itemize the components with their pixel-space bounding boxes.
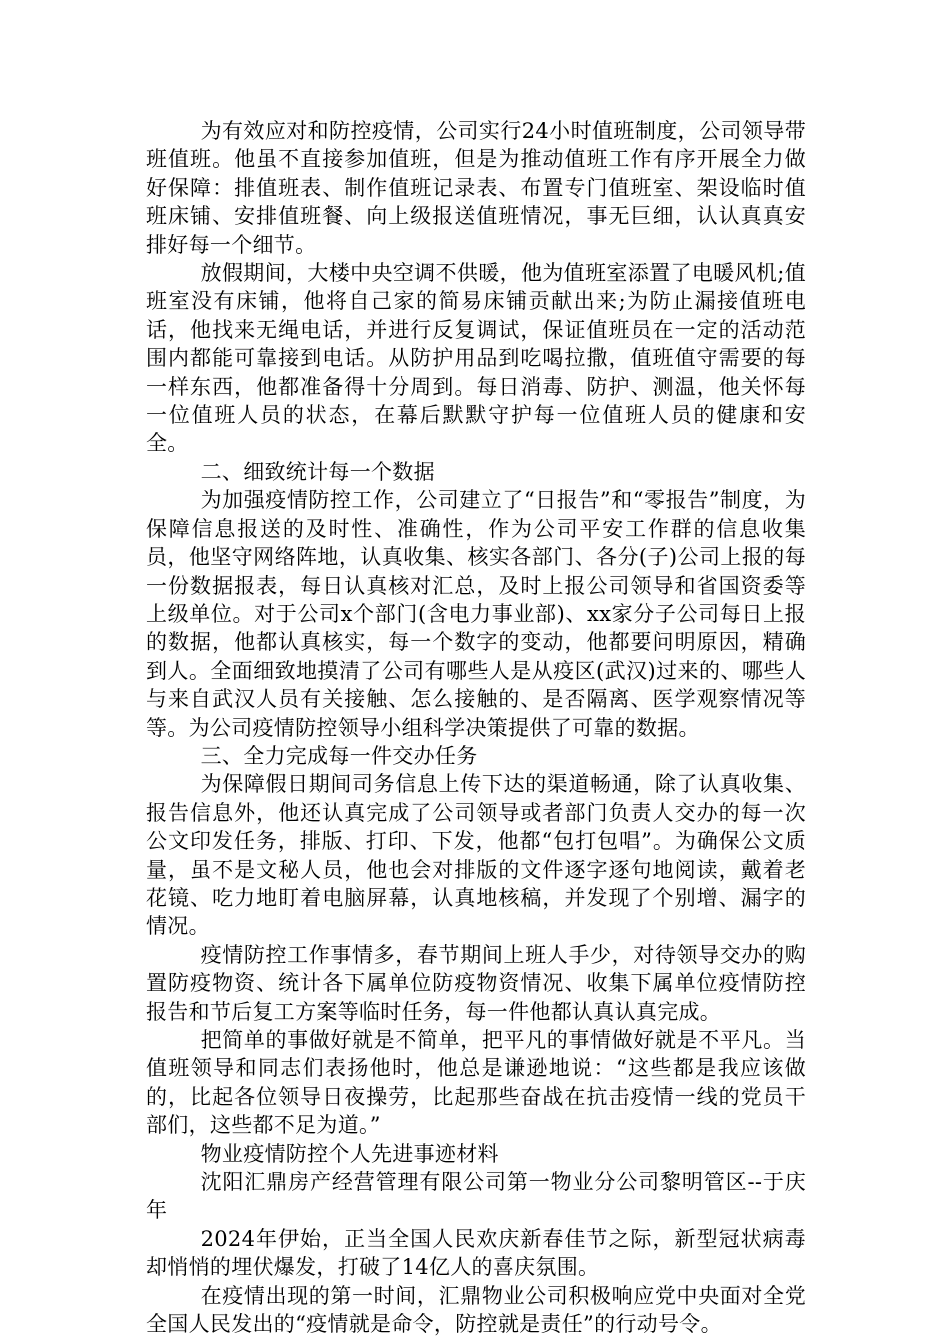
section-heading-assigned-tasks: 三、全力完成每一件交办任务 [200,743,478,768]
document-body [146,117,806,1338]
paragraph-modest-quote: 把简单的事做好就是不简单，把平凡的事情做好就是不平凡。当值班领导和同志们表扬他时，他总是谦逊地说：“这些都是我应该做的，比起各位领导日夜操劳，比起那些奋战在抗击疫情一线的党员干部们，这些都不足为道。” [146,1028,806,1138]
paragraph-holiday-care: 放假期间，大楼中央空调不供暖，他为值班室添置了电暖风机;值班室没有床铺，他将自己家的简易床铺贡献出来;为防止漏接值班电话，他找来无绳电话，并进行反复调试，保证值班员在一定的活动范围内都能可靠接到电话。从防护用品到吃喝拉撒，值班值守需要的每一样东西，他都准备得十分周到。每日消毒、防护、测温，他关怀每一位值班人员的状态，在幕后默默守护每一位值班人员的健康和安全。 [146,261,806,456]
paragraph-document-printing: 为保障假日期间司务信息上传下达的渠道畅通，除了认真收集、报告信息外，他还认真完成了公司领导或者部门负责人交办的每一次公文印发任务，排版、打印、下发，他都“包打包唱”。为确保公文质量，虽不是文秘人员，他也会对排版的文件逐字逐句地阅读，戴着老花镜、吃力地盯着电脑屏幕，认真地核稿，并发现了个别增、漏字的情况。 [146,772,806,939]
section-heading-data-statistics: 二、细致统计每一个数据 [200,459,435,484]
paragraph-outbreak-intro: 2024年伊始，正当全国人民欢庆新春佳节之际，新型冠状病毒却悄悄的埋伏爆发，打破了14亿人的喜庆氛围。 [146,1226,806,1280]
paragraph-temporary-tasks: 疫情防控工作事情多，春节期间上班人手少，对待领导交办的购置防疫物资、统计各下属单位防疫物资情况、收集下属单位疫情防控报告和节后复工方案等临时任务，每一件他都认真认真完成。 [146,942,806,1024]
document-title-property: 物业疫情防控个人先进事迹材料 [200,1141,499,1166]
paragraph-daily-report: 为加强疫情防控工作，公司建立了“日报告”和“零报告”制度，为保障信息报送的及时性、准确性，作为公司平安工作群的信息收集员，他坚守网络阵地，认真收集、核实各部门、各分(子)公司上报的每一份数据报表，每日认真核对汇总，及时上报公司领导和省国资委等上级单位。对于公司x个部门(含电力事业部)、xx家分子公司每日上报的数据，他都认真核实，每一个数字的变动，他都要问明原因，精确到人。全面细致地摸清了公司有哪些人是从疫区(武汉)过来的、哪些人与来自武汉人员有关接触、怎么接触的、是否隔离、医学观察情况等等。为公司疫情防控领导小组科学决策提供了可靠的数据。 [146,488,806,740]
author-line: 沈阳汇鼎房产经营管理有限公司第一物业分公司黎明管区--于庆年 [146,1170,806,1223]
paragraph-duty-system: 为有效应对和防控疫情，公司实行24小时值班制度，公司领导带班值班。他虽不直接参加值班，但是为推动值班工作有序开展全力做好保障：排值班表、制作值班记录表、布置专门值班室、架设临时值班床铺、安排值班餐、向上级报送值班情况，事无巨细，认认真真安排好每一个细节。 [146,119,806,257]
paragraph-company-response: 在疫情出现的第一时间，汇鼎物业公司积极响应党中央面对全党全国人民发出的“疫情就是命令，防控就是责任”的行动号令。 [146,1283,806,1337]
